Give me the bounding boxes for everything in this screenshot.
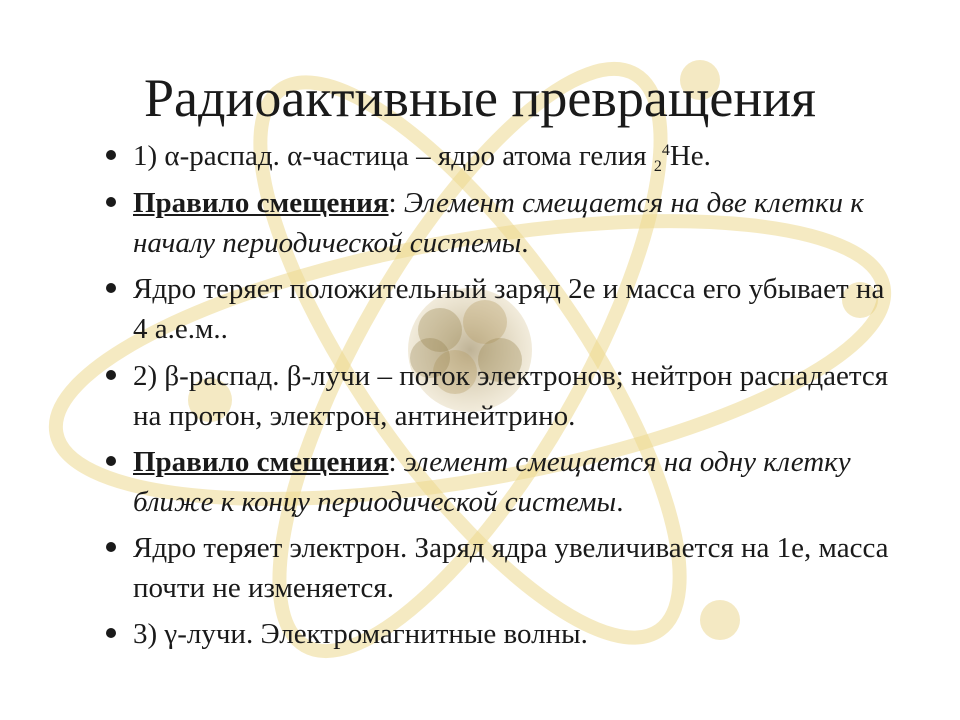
bullet-displacement-rule-alpha bbox=[102, 183, 892, 263]
bullet-dot-icon bbox=[106, 628, 116, 638]
rule-colon: : bbox=[388, 446, 404, 478]
bullet-text: Ядро теряет положительный заряд 2е и масса его убывает на 4 а.е.м.. bbox=[133, 273, 885, 345]
bullet-text: 1) α-распад. α-частица – ядро атома гелия bbox=[133, 140, 654, 172]
atomic-number: 2 bbox=[653, 158, 662, 175]
rule-text: элемент смещается на одну клетку ближе к концу периодической системы bbox=[133, 446, 851, 518]
bullet-gamma-rays bbox=[102, 614, 892, 654]
bullet-dot-icon bbox=[106, 456, 116, 466]
element-symbol: He. bbox=[669, 140, 711, 172]
bullet-alpha-charge-loss bbox=[102, 269, 892, 349]
bullet-displacement-rule-beta bbox=[102, 442, 892, 522]
bullet-beta-charge-gain bbox=[102, 528, 892, 608]
bullet-dot-icon bbox=[106, 542, 116, 552]
rule-end: . bbox=[616, 486, 624, 518]
bullet-list bbox=[102, 136, 892, 654]
bullet-alpha-decay bbox=[102, 136, 892, 176]
slide-title: Радиоактивные превращения bbox=[143, 68, 817, 128]
rule-colon: : bbox=[388, 187, 404, 219]
rule-text: Элемент смещается на две клетки к началу периодической системы bbox=[133, 187, 864, 259]
bullet-text: Ядро теряет электрон. Заряд ядра увеличивается на 1е, масса почти не изменяется. bbox=[133, 532, 889, 604]
rule-label: Правило смещения bbox=[133, 446, 389, 478]
bullet-text: 2) β-распад. β-лучи – поток электронов; нейтрон распадается на протон, электрон, антинейтрино. bbox=[133, 360, 889, 432]
bullet-dot-icon bbox=[106, 150, 116, 160]
bullet-text: 3) γ-лучи. Электромагнитные волны. bbox=[133, 618, 588, 650]
bullet-dot-icon bbox=[106, 370, 116, 380]
bullet-dot-icon bbox=[106, 197, 116, 207]
bullet-beta-decay bbox=[102, 356, 892, 436]
bullet-dot-icon bbox=[106, 283, 116, 293]
rule-end: . bbox=[521, 227, 529, 259]
mass-number: 4 bbox=[661, 142, 670, 159]
rule-label: Правило смещения bbox=[133, 187, 389, 219]
